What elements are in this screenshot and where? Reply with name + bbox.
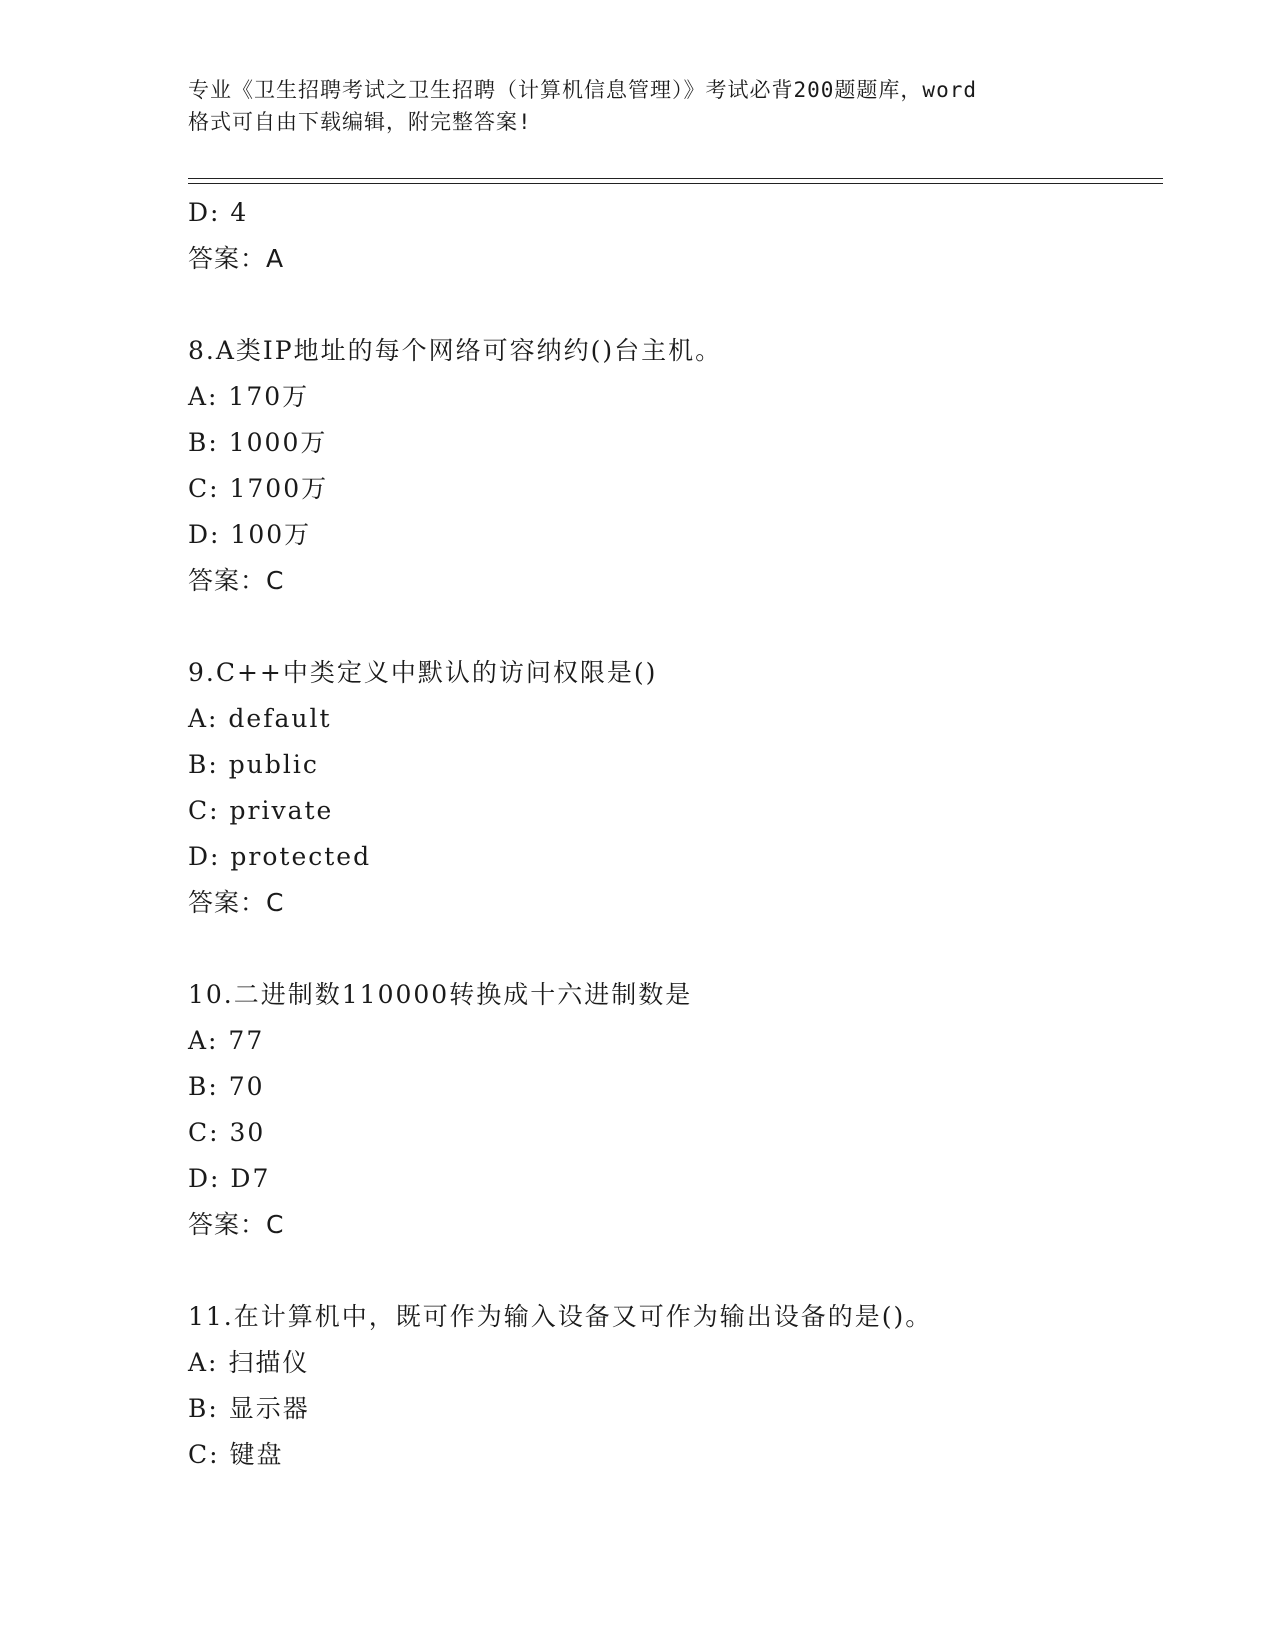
prev-answer: 答案：A <box>188 244 285 273</box>
question-8 <box>188 328 1148 604</box>
question-list <box>188 190 1148 1478</box>
option-a: A: 扫描仪 <box>188 1348 310 1377</box>
answer: 答案：C <box>188 566 285 595</box>
option-b: B: public <box>188 750 319 779</box>
question-spacer <box>188 604 1148 650</box>
question-stem: 10.二进制数110000转换成十六进制数是 <box>188 980 693 1009</box>
answer: 答案：C <box>188 888 285 917</box>
option-a: A: default <box>188 704 332 733</box>
option-a: A: 170万 <box>188 382 310 411</box>
option-c: C: 键盘 <box>188 1440 284 1469</box>
option-c: C: 1700万 <box>188 474 329 503</box>
option-d: D: 100万 <box>188 520 312 549</box>
header-divider-bottom <box>188 183 1163 184</box>
question-9 <box>188 650 1148 926</box>
question-stem: 11.在计算机中，既可作为输入设备又可作为输出设备的是()。 <box>188 1302 933 1331</box>
option-b: B: 70 <box>188 1072 265 1101</box>
option-d: D: D7 <box>188 1164 271 1193</box>
question-11 <box>188 1294 1148 1478</box>
header-title-line-1: 专业《卫生招聘考试之卫生招聘（计算机信息管理）》考试必背200题题库，word <box>188 78 977 102</box>
option-b: B: 显示器 <box>188 1394 310 1423</box>
question-stem: 9.C++中类定义中默认的访问权限是() <box>188 658 658 687</box>
option-b: B: 1000万 <box>188 428 328 457</box>
prev-option-d: D: 4 <box>188 198 249 227</box>
option-c: C: 30 <box>188 1118 266 1147</box>
option-d: D: protected <box>188 842 372 871</box>
question-spacer <box>188 1248 1148 1294</box>
answer: 答案：C <box>188 1210 285 1239</box>
header-divider-top <box>188 178 1163 179</box>
document-header <box>188 74 1088 138</box>
option-c: C: private <box>188 796 334 825</box>
option-a: A: 77 <box>188 1026 265 1055</box>
question-10 <box>188 972 1148 1248</box>
question-stem: 8.A类IP地址的每个网络可容纳约()台主机。 <box>188 336 723 365</box>
header-title-line-2: 格式可自由下载编辑，附完整答案! <box>188 110 532 134</box>
question-spacer <box>188 282 1148 328</box>
question-spacer <box>188 926 1148 972</box>
